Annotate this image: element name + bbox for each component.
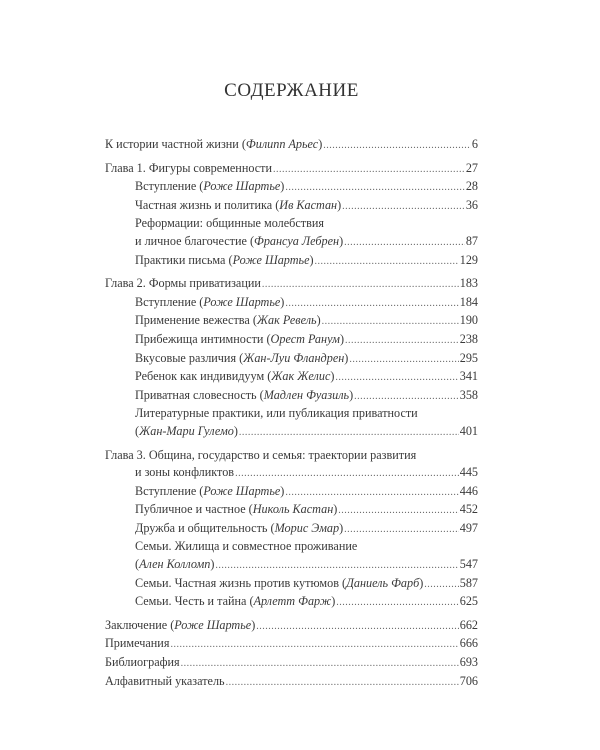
toc-entry[interactable]: К истории частной жизни (Филипп Арьес) ..... 6	[105, 136, 478, 155]
dot-leader	[322, 313, 459, 331]
page-number: 6	[471, 137, 478, 151]
toc-entry[interactable]: Алфавитный указатель ..... 706	[105, 673, 478, 692]
toc-entry[interactable]: Семьи. Частная жизнь против кутюмов (Даниель Фарб) ..... 587	[105, 575, 478, 594]
page-number: 587	[459, 575, 478, 590]
dot-leader	[239, 424, 459, 442]
page-title: СОДЕРЖАНИЕ	[224, 80, 359, 101]
page-number: 295	[459, 350, 478, 365]
page-number: 358	[459, 387, 478, 402]
toc-entry[interactable]: Прибежища интимности (Орест Ранум) ..... 238	[105, 331, 478, 350]
toc-entry[interactable]: Вступление (Роже Шартье) ..... 184	[105, 294, 478, 313]
toc-entry[interactable]: Вступление (Роже Шартье) ..... 28	[105, 178, 478, 197]
toc-entry-line1[interactable]: Семьи. Жилища и совместное проживание	[135, 539, 358, 554]
chapter-heading[interactable]: Глава 1. Фигуры современности ..... 27	[105, 160, 478, 179]
dot-leader	[256, 618, 458, 636]
dot-leader	[354, 388, 459, 406]
dot-leader	[345, 332, 459, 350]
dot-leader	[335, 369, 458, 387]
page-number: 693	[459, 655, 478, 670]
page-number: 446	[459, 483, 478, 498]
dot-leader	[344, 234, 465, 252]
dot-leader	[285, 484, 458, 502]
author: Роже Шартье	[232, 252, 310, 267]
page-number: 28	[465, 179, 478, 194]
page-number: 183	[459, 276, 478, 291]
author: Жан-Мари Гулемо	[139, 423, 234, 438]
toc-entry[interactable]: Применение вежества (Жак Ревель) ..... 190	[105, 312, 478, 331]
dot-leader	[273, 161, 465, 179]
dot-leader	[336, 594, 458, 612]
author: Мадлен Фуазиль	[263, 387, 350, 402]
toc-chapter-1	[105, 160, 478, 271]
dot-leader	[323, 137, 471, 155]
toc-entry[interactable]: (Жан-Мари Гулемо) ..... 401	[105, 423, 478, 442]
dot-leader	[424, 576, 458, 594]
toc-entry[interactable]: Примечания ..... 666	[105, 635, 478, 654]
author: Даниель Фарб	[346, 575, 420, 590]
author: Николь Кастан	[252, 502, 334, 517]
page-number: 87	[465, 233, 478, 248]
author: Ив Кастан	[279, 197, 338, 212]
page-number: 625	[459, 594, 478, 609]
dot-leader	[235, 465, 459, 483]
toc-entry[interactable]: Приватная словесность (Мадлен Фуазиль) ..... 358	[105, 387, 478, 406]
page-number: 401	[459, 423, 478, 438]
page-number: 666	[459, 636, 478, 651]
dot-leader	[226, 674, 459, 692]
author: Роже Шартье	[203, 294, 281, 309]
page-number: 662	[459, 617, 478, 632]
toc-entry-line1[interactable]: Литературные практики, или публикация приватности	[135, 406, 418, 421]
author: Ален Колломп	[139, 557, 211, 572]
author: Жан-Луи Фландрен	[243, 350, 345, 365]
author: Роже Шартье	[203, 483, 281, 498]
toc-entry[interactable]: (Ален Колломп) ..... 547	[105, 556, 478, 575]
page-number: 184	[459, 294, 478, 309]
dot-leader	[262, 276, 459, 294]
toc-entry[interactable]: Семьи. Честь и тайна (Арлетт Фарж) ..... 625	[105, 593, 478, 612]
dot-leader	[285, 295, 458, 313]
toc-entry[interactable]: Заключение (Роже Шартье) ..... 662	[105, 617, 478, 636]
page-number: 445	[459, 465, 478, 480]
toc-entry[interactable]: Публичное и частное (Николь Кастан) ..... 452	[105, 501, 478, 520]
page-number: 452	[459, 502, 478, 517]
page-number: 27	[465, 160, 478, 175]
page-number: 36	[465, 197, 478, 212]
dot-leader	[285, 179, 464, 197]
toc-chapter-2	[105, 275, 478, 441]
toc-entry[interactable]: и личное благочестие (Франсуа Лебрен) ..... 87	[105, 233, 478, 252]
chapter-heading-line1[interactable]: Глава 3. Община, государство и семья: траектории развития	[105, 447, 417, 462]
toc-chapter-3	[105, 447, 478, 612]
toc-entry-line1[interactable]: Реформации: общинные молебствия	[135, 216, 324, 231]
toc-entry[interactable]: Библиография ..... 693	[105, 654, 478, 673]
dot-leader	[342, 198, 465, 216]
dot-leader	[215, 557, 458, 575]
toc-entry[interactable]: Ребенок как индивидуум (Жак Желис) ..... 341	[105, 368, 478, 387]
toc-entry[interactable]: Вступление (Роже Шартье) ..... 446	[105, 483, 478, 502]
toc-entry[interactable]: Дружба и общительность (Морис Эмар) ..... 497	[105, 520, 478, 539]
author: Роже Шартье	[203, 179, 281, 194]
chapter-heading[interactable]: Глава 2. Формы приватизации ..... 183	[105, 275, 478, 294]
dot-leader	[181, 655, 459, 673]
author: Филипп Арьес	[245, 137, 319, 151]
dot-leader	[315, 253, 459, 271]
chapter-heading[interactable]: и зоны конфликтов ..... 445	[105, 464, 478, 483]
author: Роже Шартье	[174, 617, 252, 632]
toc-entry[interactable]: Вкусовые различия (Жан-Луи Фландрен) ..... 295	[105, 350, 478, 369]
page-number: 341	[459, 369, 478, 384]
page-number: 497	[459, 520, 478, 535]
dot-leader	[338, 502, 458, 520]
dot-leader	[170, 636, 458, 654]
toc-entry[interactable]: Частная жизнь и политика (Ив Кастан) ..... 36	[105, 197, 478, 216]
author: Морис Эмар	[274, 520, 340, 535]
author: Жак Желис	[271, 369, 331, 384]
toc-intro-group	[105, 136, 478, 155]
page-number: 190	[459, 313, 478, 328]
author: Арлетт Фарж	[253, 594, 332, 609]
table-of-contents	[105, 136, 478, 696]
author: Франсуа Лебрен	[254, 233, 340, 248]
page-number: 238	[459, 331, 478, 346]
page-number: 706	[459, 673, 478, 688]
toc-end-matter	[105, 617, 478, 691]
author: Жак Ревель	[256, 313, 317, 328]
page-number: 129	[459, 252, 478, 267]
page-number: 547	[459, 557, 478, 572]
dot-leader	[349, 351, 458, 369]
dot-leader	[344, 521, 459, 539]
toc-entry[interactable]: Практики письма (Роже Шартье) ..... 129	[105, 252, 478, 271]
author: Орест Ранум	[270, 331, 340, 346]
